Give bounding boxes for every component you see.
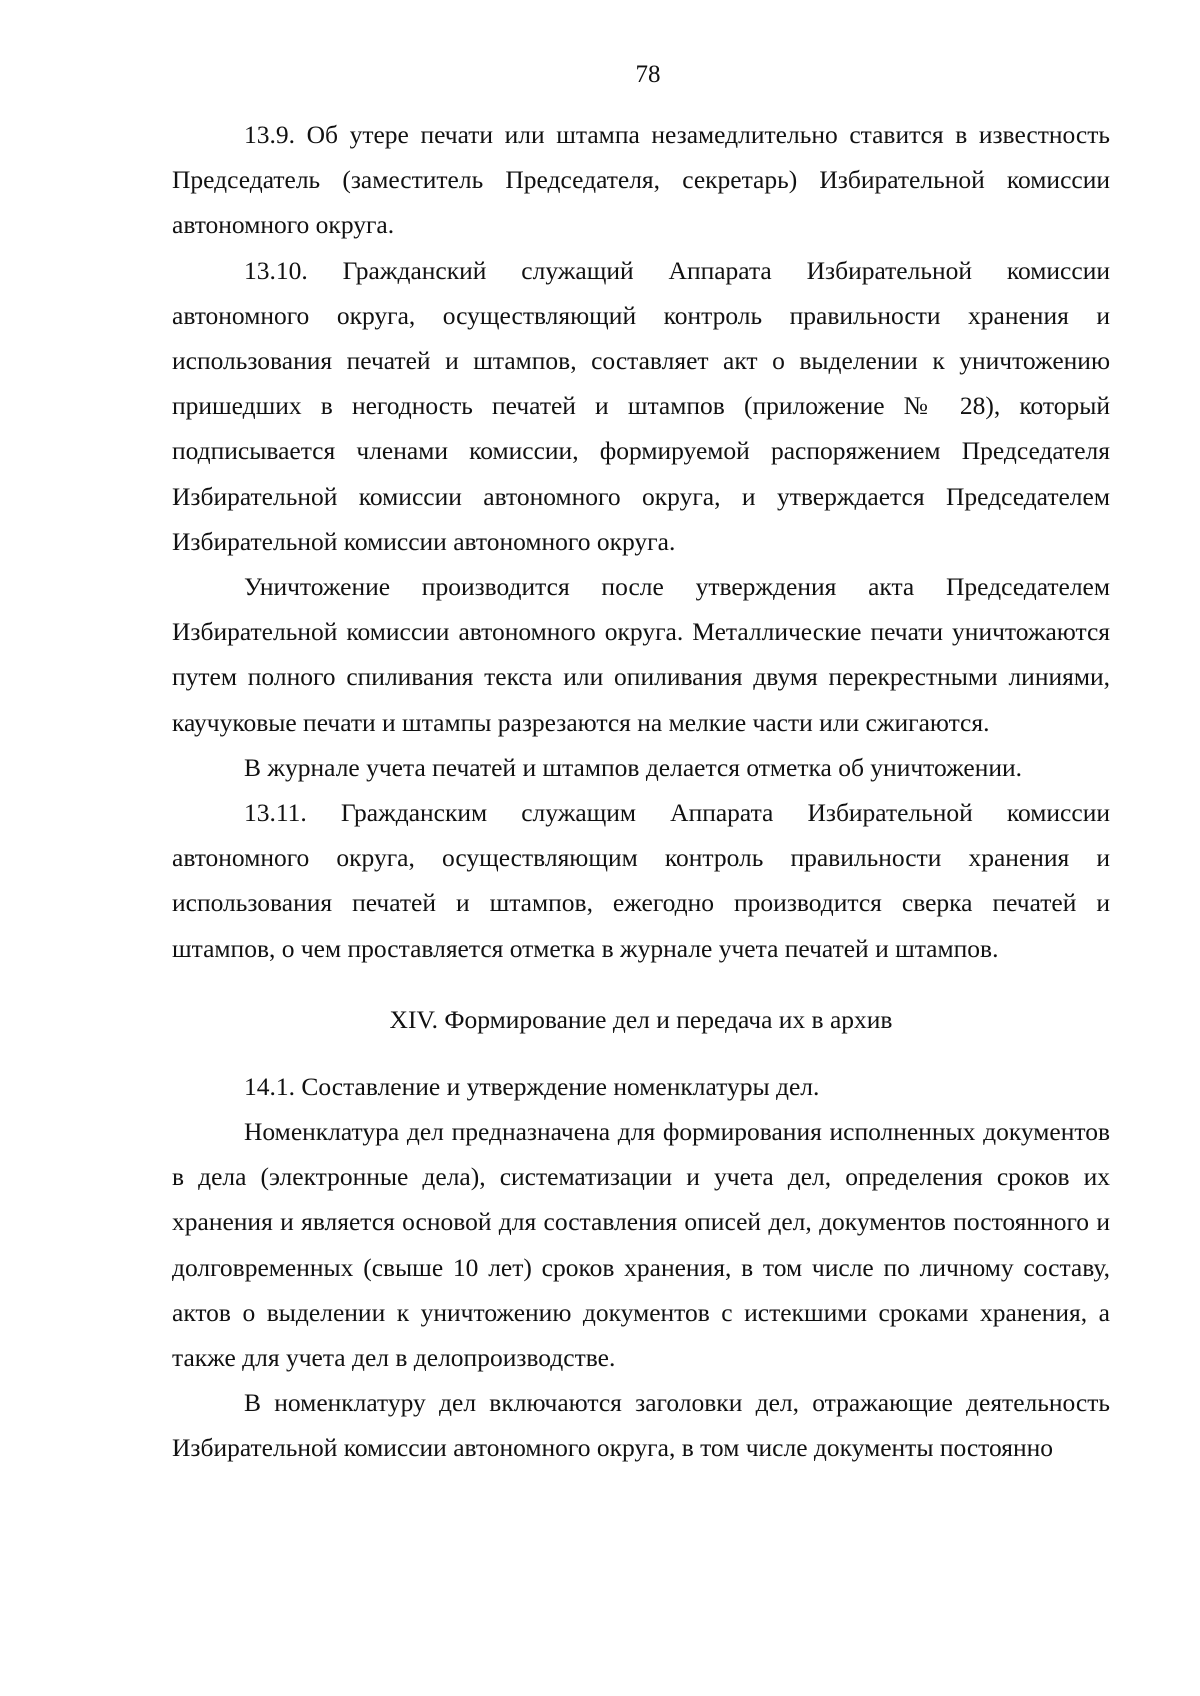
document-page [172, 58, 1110, 1471]
paragraph-journal-note: В журнале учета печатей и штампов делается отметка об уничтожении. [244, 752, 1023, 782]
paragraph-destruction: Уничтожение производится после утверждения акта Председателем Избирательной комиссии автономного округа. Металлические печати уничтожаются путем полного спиливания текста или опиливания двумя перекрестными линиями, каучуковые печати и штампы разрезаются на мелкие части или сжигаются. [172, 572, 1110, 737]
paragraph-13-10: 13.10. Гражданский служащий Аппарата Избирательной комиссии автономного округа, осуществляющий контроль правильности хранения и использования печатей и штампов, составляет акт о выделении к уничтожению пришедших в негодность печатей и штампов (приложение № 28), который подписывается членами комиссии, формируемой распоряжением Председателя Избирательной комиссии автономного округа, и утверждается Председателем Избирательной комиссии автономного округа. [172, 255, 1110, 556]
page-number: 78 [635, 61, 661, 88]
paragraph-14-1: 14.1. Составление и утверждение номенклатуры дел. [244, 1071, 820, 1101]
paragraph-13-11: 13.11. Гражданским служащим Аппарата Избирательной комиссии автономного округа, осуществляющим контроль правильности хранения и использования печатей и штампов, ежегодно производится сверка печатей и штампов, о чем проставляется отметка в журнале учета печатей и штампов. [172, 798, 1110, 963]
paragraph-nomenclature-contents: В номенклатуру дел включаются заголовки дел, отражающие деятельность Избирательной комиссии автономного округа, в том числе документы постоянно [172, 1388, 1110, 1463]
section-heading: XIV. Формирование дел и передача их в архив [389, 1004, 893, 1034]
paragraph-13-9: 13.9. Об утере печати или штампа незамедлительно ставится в известность Председатель (заместитель Председателя, секретарь) Избирательной комиссии автономного округа. [172, 120, 1110, 240]
paragraph-nomenclature-purpose: Номенклатура дел предназначена для формирования исполненных документов в дела (электронные дела), систематизации и учета дел, определения сроков их хранения и является основой для составления описей дел, документов постоянного и долговременных (свыше 10 лет) сроков хранения, в том числе по личному составу, актов о выделении к уничтожению документов с истекшими сроками хранения, а также для учета дел в делопроизводстве. [172, 1117, 1110, 1373]
